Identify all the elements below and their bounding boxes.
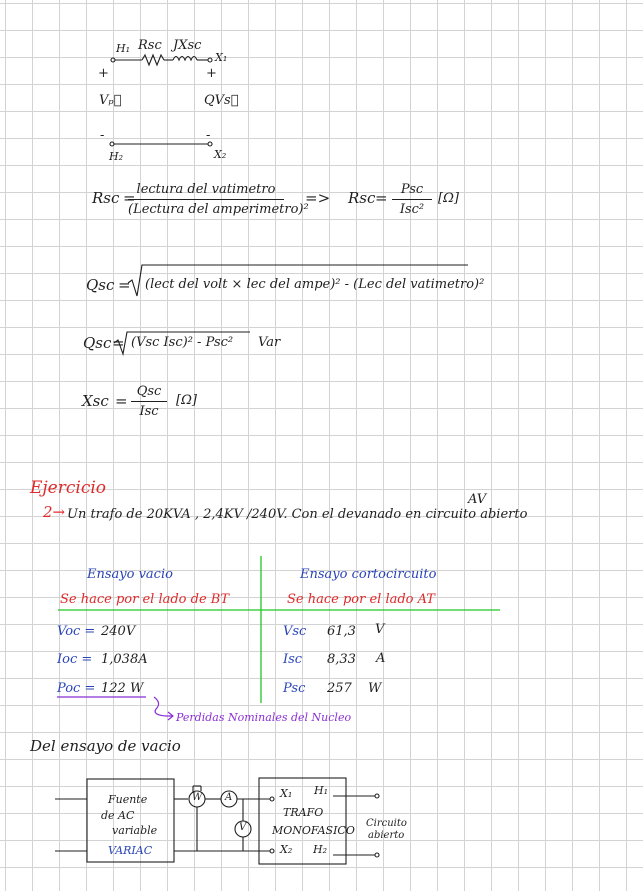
table-left-title: Ensayo vacio [87, 567, 173, 582]
core-losses-note: Perdidas Nominales del Nucleo [176, 711, 352, 724]
table-left-row-label: Voc = [57, 624, 96, 639]
rsc2-numerator: Psc [392, 182, 432, 200]
rsc-fraction [128, 182, 309, 217]
terminal-h1-label: H₁ [116, 42, 131, 55]
variac-label: VARIAC [108, 844, 153, 857]
table-left-row-label: Ioc = [57, 652, 93, 667]
minus-left-label: - [100, 128, 105, 143]
ammeter-icon: A [225, 792, 233, 803]
xsc-fraction [131, 384, 167, 419]
table-right-row-value: 8,33 [327, 652, 356, 667]
xsc-denominator: Isc [139, 404, 159, 419]
open-circuit-label-line1: Circuito [366, 818, 407, 829]
qsc1-lhs: Qsc [86, 276, 115, 294]
table-left-row-value: 122 W [101, 681, 144, 696]
source-label-line1: Fuente [108, 793, 148, 806]
table-right-row-label: Vsc [283, 624, 307, 639]
qsc2-body: (Vsc Isc)² - Psc² [131, 335, 234, 350]
rsc2-lhs: Rsc [348, 189, 376, 207]
trafo-x2-label: X₂ [280, 843, 293, 856]
table-right-title: Ensayo cortocircuito [300, 567, 437, 582]
trafo-label-line2: MONOFASICO [272, 824, 355, 837]
terminal-h2-label: H₂ [109, 150, 124, 163]
rsc2-unit: [Ω] [438, 191, 459, 206]
table-right-row-unit: W [368, 681, 382, 696]
trafo-x1-label: X₁ [280, 787, 293, 800]
exercise-statement: Un trafo de 20KVA , 2,4KV /240V. Con el devanado en circuito abierto [67, 507, 528, 522]
wattmeter-icon: W [192, 792, 203, 803]
rsc-numerator: lectura del vatimetro [128, 182, 284, 200]
implies-arrow: => [305, 189, 331, 207]
table-left-row-value: 240V [101, 624, 136, 639]
table-left-subtitle: Se hace por el lado de BT [60, 592, 229, 607]
vp-label: Vₚ⃗ [99, 93, 122, 108]
xsc-lhs: Xsc [82, 392, 109, 410]
table-left-row-value: 1,038A [101, 652, 148, 667]
table-right-row-unit: A [376, 651, 386, 666]
section-title: Del ensayo de vacio [30, 737, 181, 755]
exercise-number: 2→ [43, 503, 66, 521]
rsc-label: Rsc [138, 38, 162, 53]
rsc-equals: = [123, 189, 136, 207]
exercise-insert: AV [468, 492, 487, 507]
plus-left-label: + [98, 66, 109, 81]
trafo-label-line1: TRAFO [283, 806, 324, 819]
trafo-h1-label: H₁ [314, 784, 329, 797]
table-right-row-label: Isc [283, 652, 303, 667]
terminal-x2-label: X₂ [214, 148, 227, 161]
trafo-h2-label: H₂ [313, 843, 328, 856]
table-right-row-value: 257 [327, 681, 352, 696]
rsc2-denominator: Isc² [399, 202, 425, 217]
qsc2-equals: = [112, 334, 125, 352]
table-right-row-unit: V [375, 622, 385, 637]
jxsc-label: JXsc [173, 38, 202, 53]
source-label-line3: variable [112, 824, 158, 837]
table-right-row-value: 61,3 [327, 624, 356, 639]
exercise-heading: Ejercicio [30, 478, 107, 498]
table-right-row-label: Psc [283, 681, 306, 696]
table-left-row-label: Poc = [57, 681, 96, 696]
open-circuit-label-line2: abierto [368, 830, 405, 841]
qsc2-unit: Var [258, 335, 281, 350]
qsc1-equals: = [118, 276, 131, 294]
rsc-denominator: (Lectura del amperimetro)² [128, 202, 309, 217]
terminal-x1-label: X₁ [215, 51, 228, 64]
qsc1-body: (lect del volt × lec del ampe)² - (Lec del vatimetro)² [145, 277, 485, 292]
xsc-numerator: Qsc [131, 384, 167, 402]
plus-right-label: + [206, 66, 217, 81]
rsc-lhs: Rsc [92, 189, 120, 207]
voltmeter-icon: V [239, 822, 247, 833]
table-right-subtitle: Se hace por el lado AT [287, 592, 435, 607]
xsc-unit: [Ω] [176, 393, 197, 408]
source-label-line2: de AC [101, 809, 135, 822]
minus-right-label: - [206, 128, 211, 143]
vs-label: QVs⃗ [204, 93, 239, 108]
qsc2-lhs: Qsc [83, 334, 112, 352]
xsc-equals: = [115, 392, 128, 410]
rsc2-fraction [392, 182, 432, 217]
rsc2-equals: = [375, 189, 388, 207]
